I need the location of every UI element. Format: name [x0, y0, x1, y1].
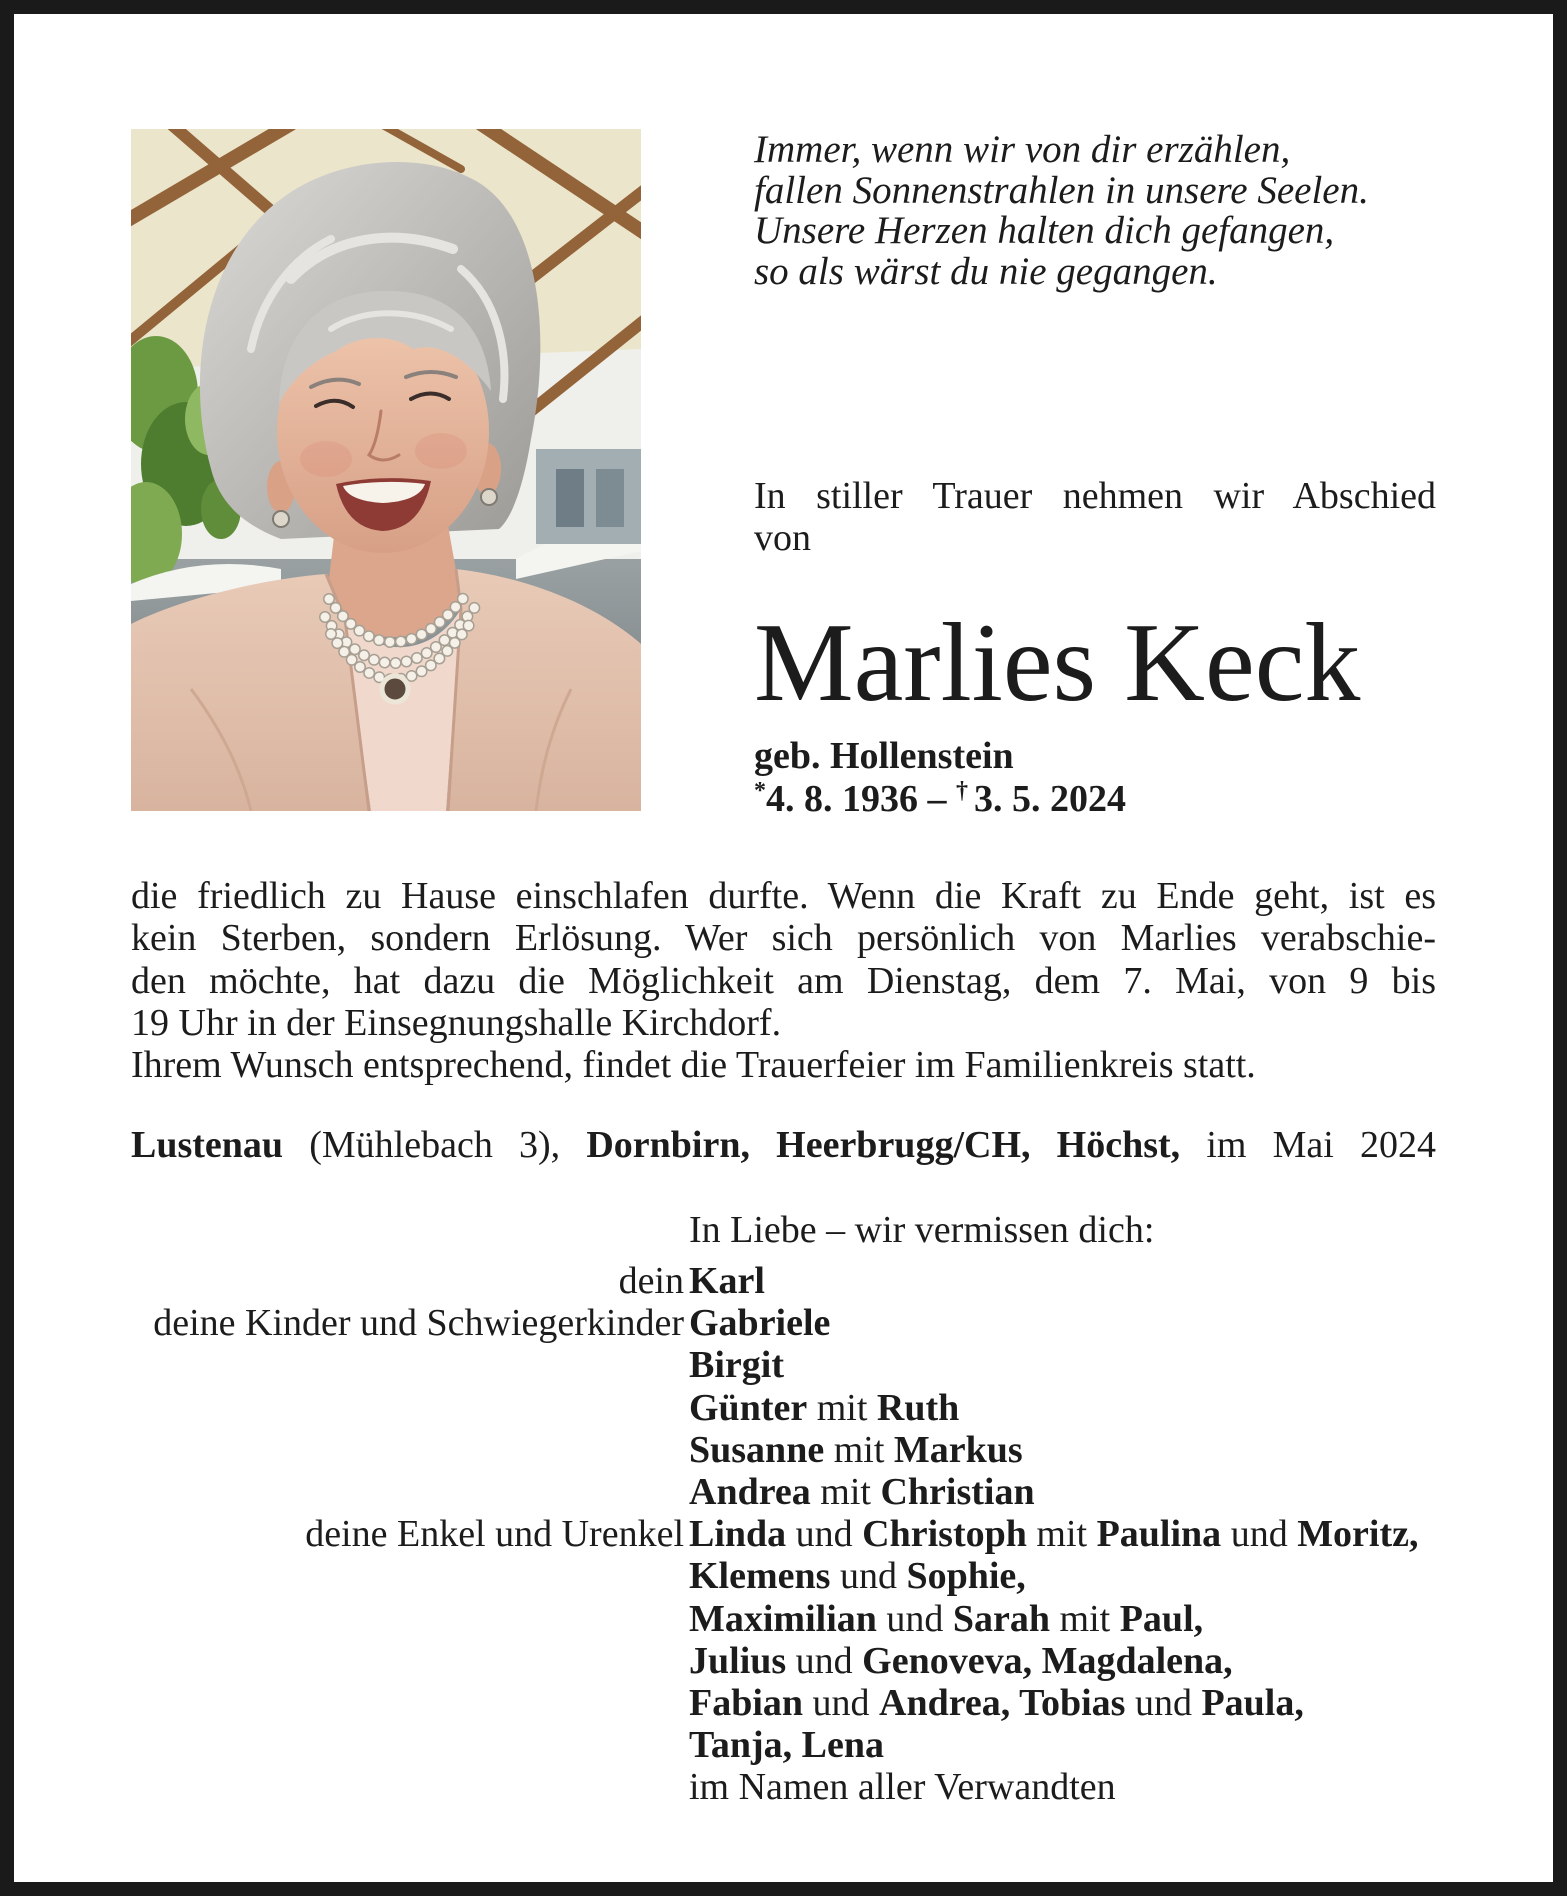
announcement-line: In stiller Trauer nehmen wir Abschied: [754, 475, 1436, 517]
poem-line: fallen Sonnenstrahlen in unsere Seelen.: [754, 168, 1369, 212]
mourner-names: [689, 1682, 1304, 1724]
mourner-name: Genoveva, Magdalena,: [862, 1639, 1233, 1682]
relation-label: [0, 1682, 684, 1724]
mourner-name: Paulina: [1096, 1513, 1222, 1556]
mourner-row: [0, 1302, 1540, 1344]
mourner-name: Karl: [689, 1260, 765, 1302]
mourner-name: Christian: [880, 1470, 1035, 1513]
relation-label: [0, 1598, 684, 1640]
mourner-row: [0, 1724, 1540, 1766]
death-symbol: †: [956, 778, 968, 804]
body-line: kein Sterben, sondern Erlösung. Wer sich persönlich von Marlies verabschie-: [131, 917, 1436, 960]
birth-symbol: *: [754, 778, 766, 804]
connector-word: mit: [1036, 1513, 1088, 1556]
connector-word: und: [1230, 1513, 1288, 1556]
mourner-name: Moritz,: [1297, 1513, 1419, 1556]
announcement: [754, 475, 1436, 559]
poem-line: so als wärst du nie gegangen.: [754, 250, 1218, 294]
connector-word: mit: [833, 1428, 885, 1471]
relation-label: [0, 1555, 684, 1597]
relation-label: [0, 1640, 684, 1682]
mourner-names: [689, 1724, 884, 1766]
notice-date: im Mai 2024: [1206, 1124, 1437, 1166]
mourner-name: Paul,: [1119, 1597, 1204, 1640]
life-dates: [754, 778, 1126, 825]
mourner-name: Tanja, Lena: [689, 1724, 884, 1767]
mourner-name: Klemens: [689, 1555, 831, 1598]
right-earring: [481, 489, 497, 505]
relation-label: [0, 1471, 684, 1513]
announcement-line: von: [754, 517, 811, 559]
connector-word: und: [795, 1513, 853, 1556]
mourners-intro: In Liebe – wir vermissen dich:: [689, 1209, 1155, 1251]
connector-word: und: [1134, 1681, 1192, 1724]
other-places: Dornbirn, Heerbrugg/CH, Höchst,: [586, 1124, 1181, 1166]
mourner-row: [0, 1513, 1540, 1555]
connector-word: mit: [816, 1386, 868, 1429]
mourner-row: [0, 1555, 1540, 1597]
mourner-names: [689, 1513, 1419, 1555]
mourner-names: [689, 1387, 959, 1429]
connector-word: und: [839, 1555, 897, 1598]
mourner-row: [0, 1682, 1540, 1724]
relation-label: [0, 1387, 684, 1429]
mourners-list: [0, 1260, 1540, 1808]
mourner-name: Markus: [893, 1428, 1023, 1471]
maiden-name: geb. Hollenstein: [754, 735, 1014, 777]
connector-word: mit: [1059, 1597, 1111, 1640]
mourner-row: [0, 1344, 1540, 1386]
mourner-name: Linda: [689, 1513, 787, 1556]
date-dash: –: [927, 778, 947, 820]
mourner-name: Sarah: [952, 1597, 1051, 1640]
left-earring: [273, 511, 289, 527]
mourner-rows: [0, 1260, 1540, 1766]
portrait-photo: [131, 129, 641, 811]
relation-label: deine Enkel und Urenkel: [305, 1513, 684, 1556]
mourner-row: [0, 1260, 1540, 1302]
deceased-name: Marlies Keck: [754, 601, 1361, 725]
mourner-name: Paula,: [1201, 1681, 1304, 1724]
places-and-date: [131, 1124, 1436, 1166]
mourner-name: Susanne: [689, 1428, 825, 1471]
mourner-name: Maximilian: [689, 1597, 877, 1640]
mourner-row: [0, 1429, 1540, 1471]
mourner-row: [0, 1598, 1540, 1640]
body-text: [131, 875, 1436, 1086]
body-line: Ihrem Wunsch entsprechend, findet die Trauerfeier im Familienkreis statt.: [131, 1044, 1256, 1087]
mourner-names: [689, 1471, 1035, 1513]
mourner-row: [0, 1471, 1540, 1513]
mourner-name: Sophie,: [906, 1555, 1026, 1598]
residence-place: Lustenau: [131, 1124, 284, 1166]
relation-label: [0, 1724, 684, 1766]
relation-label: dein: [618, 1260, 684, 1302]
connector-word: mit: [820, 1470, 871, 1513]
mourner-names: [689, 1260, 765, 1302]
relation-label: [0, 1429, 684, 1471]
connector-word: und: [795, 1639, 853, 1682]
closing-line: im Namen aller Verwandten: [689, 1766, 1116, 1809]
relation-label: deine Kinder und Schwiegerkinder: [153, 1302, 684, 1345]
connector-word: und: [886, 1597, 944, 1640]
relation-label: [0, 1344, 684, 1386]
mourner-names: [689, 1555, 1026, 1597]
brooch: [382, 676, 408, 702]
mourner-row: [0, 1387, 1540, 1429]
mourner-names: [689, 1429, 1023, 1471]
body-line: 19 Uhr in der Einsegnungshalle Kirchdorf.: [131, 1001, 782, 1044]
connector-word: und: [812, 1681, 870, 1724]
mourner-names: [689, 1302, 830, 1344]
body-line: die friedlich zu Hause einschlafen durfte. Wenn die Kraft zu Ende geht, ist es: [131, 875, 1436, 917]
mourner-name: Ruth: [876, 1386, 960, 1429]
mourner-name: Günter: [689, 1386, 808, 1429]
residence-address: (Mühlebach 3),: [309, 1124, 561, 1166]
mourner-name: Christoph: [862, 1513, 1027, 1556]
mourner-row: [0, 1640, 1540, 1682]
relation-label: [0, 1766, 684, 1808]
poem: [754, 130, 1514, 293]
birth-date: 4. 8. 1936: [766, 778, 918, 820]
mourner-name: Andrea, Tobias: [879, 1681, 1126, 1724]
mourner-name: Andrea: [689, 1470, 811, 1513]
mourner-name: Gabriele: [689, 1302, 831, 1345]
mourner-name: Julius: [689, 1639, 787, 1682]
death-date: 3. 5. 2024: [974, 778, 1126, 820]
body-line: den möchte, hat dazu die Möglichkeit am Dienstag, dem 7. Mai, von 9 bis: [131, 959, 1436, 1002]
mourner-names: [689, 1344, 784, 1386]
poem-line: Unsere Herzen halten dich gefangen,: [754, 209, 1335, 253]
poem-line: Immer, wenn wir von dir erzählen,: [754, 128, 1291, 171]
mourner-name: Fabian: [689, 1681, 804, 1724]
mourner-names: [689, 1640, 1233, 1682]
mourner-names: [689, 1598, 1203, 1640]
mourner-row: [0, 1766, 1540, 1808]
mourner-name: Birgit: [689, 1344, 784, 1387]
